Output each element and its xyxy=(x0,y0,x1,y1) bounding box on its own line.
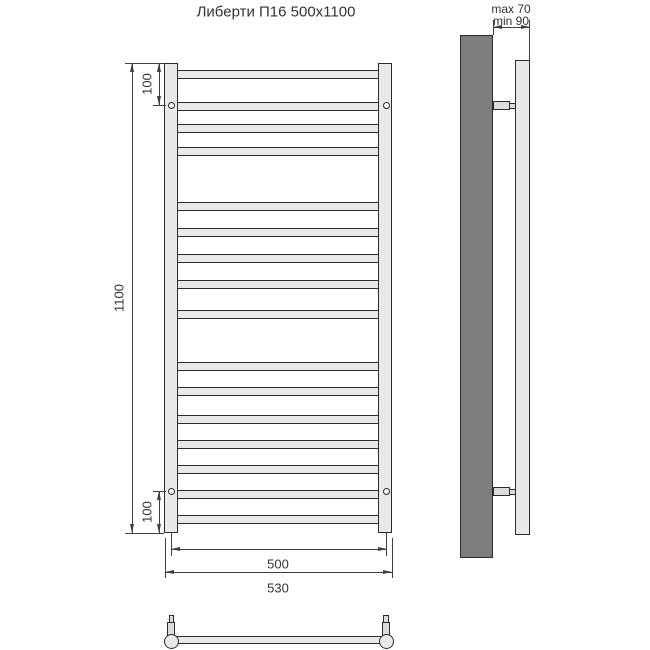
dim-rail-width-label: 500 xyxy=(267,556,289,572)
rung xyxy=(176,490,380,499)
dim-arrow xyxy=(378,547,387,551)
dim-overall-width-label: 530 xyxy=(267,580,289,596)
dim-height-line xyxy=(132,63,133,533)
wall-bracket-top xyxy=(493,101,510,110)
left-post xyxy=(164,63,178,533)
wall-bracket-bottom xyxy=(493,487,510,496)
mount-hole-top-right xyxy=(383,102,390,109)
bottom-view-bracket-right-cap xyxy=(383,615,389,623)
dim-height-label: 1100 xyxy=(111,284,127,312)
bottom-view-bracket-left-cap xyxy=(169,615,175,623)
bottom-view-rail xyxy=(170,636,387,645)
rung xyxy=(176,387,380,396)
dim-bottom-offset-label: 100 xyxy=(139,501,155,523)
dim-top-offset-label: 100 xyxy=(139,73,155,95)
dim-arrow xyxy=(157,63,161,72)
dim-overall-width-line xyxy=(165,572,392,573)
rung xyxy=(176,362,380,371)
drawing-title: Либерти П16 500x1100 xyxy=(196,3,356,21)
dim-arrow xyxy=(165,570,174,574)
dim-arrow xyxy=(130,524,134,533)
rung xyxy=(176,70,380,79)
side-profile xyxy=(515,60,530,535)
dim-arrow xyxy=(383,570,392,574)
bottom-view-collector-left xyxy=(164,634,179,649)
dim-extension-rail-right xyxy=(386,533,387,556)
dim-min-depth-label: min 90 xyxy=(492,13,530,28)
rung xyxy=(176,254,380,263)
bottom-view-collector-right xyxy=(379,634,394,649)
rung xyxy=(176,124,380,133)
dim-arrow xyxy=(157,524,161,533)
rung xyxy=(176,228,380,237)
mount-hole-top-left xyxy=(168,102,175,109)
rung xyxy=(176,202,380,211)
dim-rail-width-line xyxy=(171,549,387,550)
rung xyxy=(176,102,380,111)
rung xyxy=(176,440,380,449)
rung xyxy=(176,415,380,424)
dim-arrow xyxy=(157,491,161,500)
dim-arrow xyxy=(171,547,180,551)
rung xyxy=(176,515,380,524)
rung xyxy=(176,280,380,289)
dim-max-depth-label: max 70 xyxy=(491,2,531,16)
rung xyxy=(176,465,380,474)
rung xyxy=(176,310,380,319)
dim-arrow xyxy=(130,63,134,72)
dim-extension-hole-top xyxy=(153,105,166,106)
dim-extension-rail-left xyxy=(171,533,172,556)
dim-extension-hole-bottom xyxy=(153,491,166,492)
wall xyxy=(460,35,493,558)
rung xyxy=(176,147,380,156)
mount-hole-bottom-right xyxy=(383,488,390,495)
right-post xyxy=(378,63,392,533)
mount-hole-bottom-left xyxy=(168,488,175,495)
